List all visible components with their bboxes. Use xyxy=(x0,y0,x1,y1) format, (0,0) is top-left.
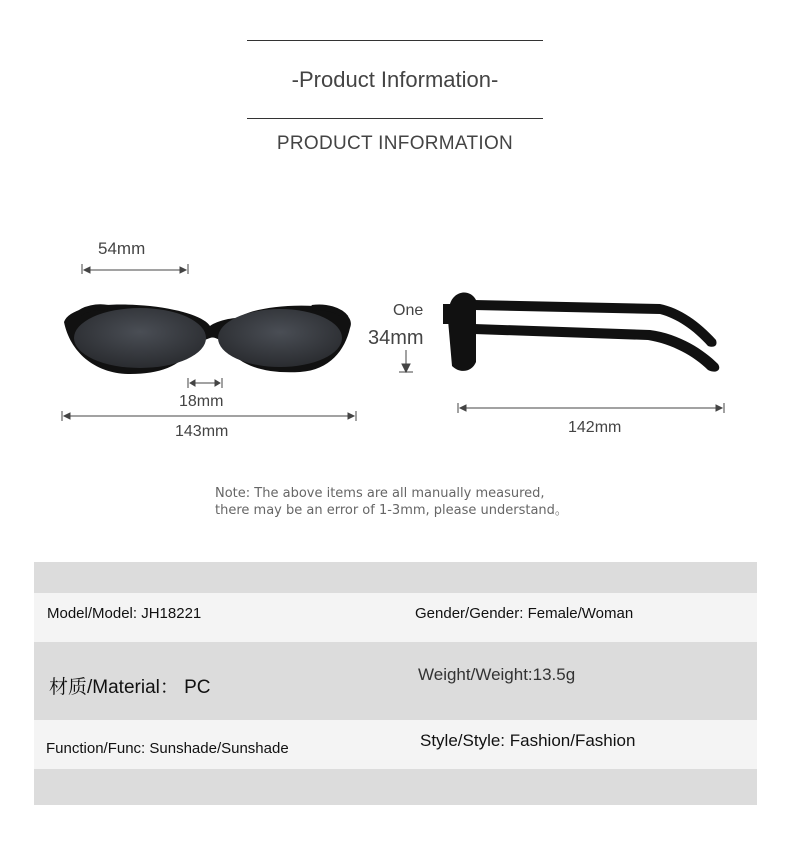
frame-width-label: 143mm xyxy=(175,423,229,440)
page-subtitle: PRODUCT INFORMATION xyxy=(276,133,514,154)
bridge-label: 18mm xyxy=(179,393,224,410)
lens-width-label: 54mm xyxy=(98,239,146,258)
temple-arm-bottom xyxy=(474,324,719,372)
page-title: -Product Information- xyxy=(291,67,499,92)
note-line-1: Note: The above items are all manually measured, xyxy=(215,486,545,501)
spec-table xyxy=(34,562,757,805)
right-lens xyxy=(218,309,342,367)
side-hinge xyxy=(443,304,453,324)
temple-length-label: 142mm xyxy=(568,419,622,436)
spec-row xyxy=(34,593,757,642)
spec-row-top-band xyxy=(34,562,757,593)
measurement-note xyxy=(215,485,615,519)
left-lens xyxy=(74,308,206,368)
note-line-2: there may be an error of 1-3mm, please understand。 xyxy=(215,503,568,518)
spec-function: Function/Func: Sunshade/Sunshade xyxy=(46,740,289,757)
spec-weight: Weight/Weight:13.5g xyxy=(418,665,576,684)
lens-height-prefix: One xyxy=(393,302,424,319)
spec-row xyxy=(34,642,757,720)
spec-gender: Gender/Gender: Female/Woman xyxy=(415,605,634,622)
spec-material: 材质/Material： PC xyxy=(49,677,211,698)
lens-height-label: 34mm xyxy=(368,327,424,349)
side-view-frame xyxy=(443,293,719,372)
spec-style: Style/Style: Fashion/Fashion xyxy=(420,731,636,750)
spec-row-bottom-band xyxy=(34,769,757,805)
side-dimension-lines xyxy=(399,350,724,413)
front-view-frame xyxy=(64,305,351,374)
spec-model: Model/Model: JH18221 xyxy=(47,605,202,622)
spec-row xyxy=(34,720,757,769)
